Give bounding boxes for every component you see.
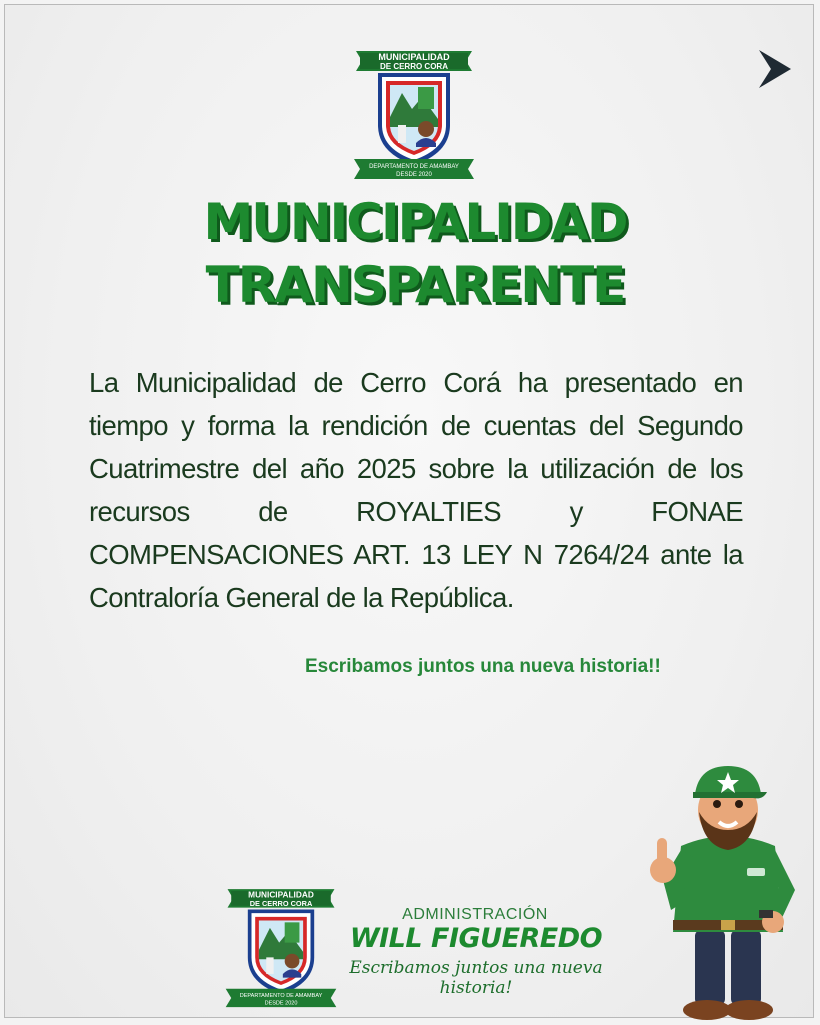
seal-top-text-2: DE CERRO CORA bbox=[379, 62, 449, 71]
announcement-body: La Municipalidad de Cerro Corá ha presentado en tiempo y forma la rendición de cuentas del Segundo Cuatrimestre del año 2025 sobre la utilización de los recursos de ROYALTIES y FONAE COMPENSACIONES ART. 13 LEY N 7264/24 ante la Contraloría General de la República. bbox=[89, 367, 743, 613]
footer-seal-top-text: MUNICIPALIDAD bbox=[248, 889, 314, 900]
admin-label: ADMINISTRACIÓN bbox=[402, 906, 548, 923]
slogan: Escribamos juntos una nueva historia!! bbox=[305, 656, 661, 677]
headline-line-1: MUNICIPALIDAD bbox=[203, 193, 627, 251]
mascot-thumbs-up-icon bbox=[643, 760, 815, 1025]
seal-bottom-text-2: DESDE 2020 bbox=[396, 172, 432, 178]
admin-name: WILL FIGUEREDO bbox=[349, 923, 603, 954]
footer-seal-bottom-text: DEPARTAMENTO DE AMAMBAY bbox=[239, 993, 323, 1000]
next-slide-chevron-right-icon[interactable] bbox=[755, 47, 795, 91]
footer-seal-bottom-text-2: DESDE 2020 bbox=[264, 1000, 298, 1007]
post-card bbox=[4, 4, 814, 1018]
seal-top-text: MUNICIPALIDAD bbox=[378, 52, 450, 62]
seal-bottom-text: DEPARTAMENTO DE AMAMBAY bbox=[369, 164, 459, 170]
headline-line-2: TRANSPARENTE bbox=[205, 256, 625, 314]
footer-municipal-seal-icon bbox=[222, 885, 340, 1015]
admin-tagline: Escribamos juntos una nueva historia! bbox=[349, 958, 603, 998]
municipal-seal-icon bbox=[350, 47, 478, 187]
footer-seal-top-text-2: DE CERRO CORA bbox=[249, 898, 313, 908]
